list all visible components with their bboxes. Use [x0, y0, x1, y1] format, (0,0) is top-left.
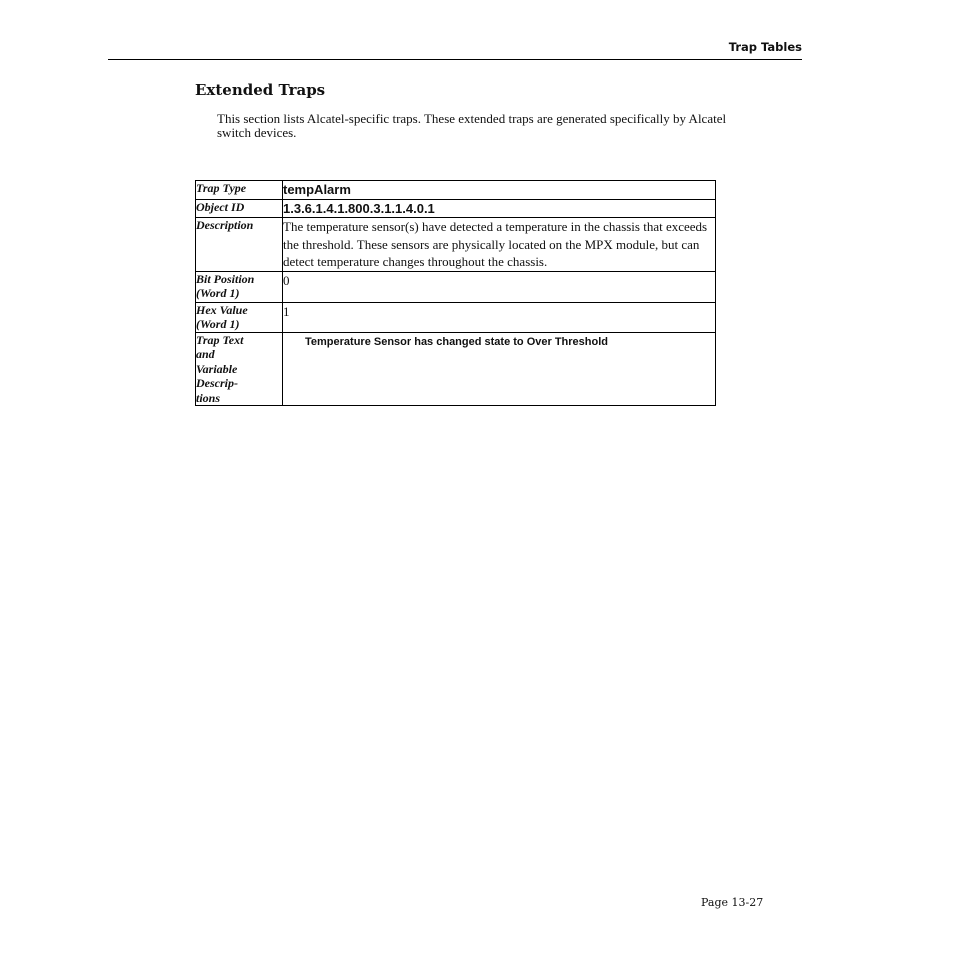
bit-position-value: 0: [283, 271, 716, 302]
trap-text-label-line: Descrip-: [196, 376, 238, 390]
bit-position-label-line1: Bit Position: [196, 271, 255, 286]
trap-text-label-line: Variable: [196, 361, 238, 376]
trap-type-value: tempAlarm: [283, 181, 716, 200]
trap-text-label-line: and: [196, 347, 215, 361]
hex-value-label-line1: Hex Value: [196, 302, 248, 317]
bit-position-label-line2: (Word 1): [196, 286, 240, 300]
trap-text-cell: [283, 332, 716, 406]
trap-text-row: [196, 332, 716, 406]
object-id-value: 1.3.6.1.4.1.800.3.1.1.4.0.1: [283, 199, 716, 218]
trap-type-row: [196, 181, 716, 200]
section-title: Extended Traps: [195, 81, 326, 99]
trap-text-label: [196, 332, 283, 406]
section-intro: This section lists Alcatel-specific traps. These extended traps are generated specifically by Alcatel switch devices.: [217, 111, 727, 140]
description-row: [196, 218, 716, 272]
trap-text-value: Temperature Sensor has changed state to Over Threshold: [305, 335, 608, 348]
running-header-title: Trap Tables: [728, 40, 802, 54]
hex-value-value: 1: [283, 302, 716, 332]
bit-position-row: [196, 271, 716, 302]
hex-value-row: [196, 302, 716, 332]
trap-type-label: Trap Type: [196, 181, 283, 200]
hex-value-label: [196, 302, 283, 332]
trap-text-label-line: tions: [196, 390, 221, 405]
trap-table: [195, 180, 716, 406]
trap-text-label-line: Trap Text: [196, 332, 244, 347]
description-label: Description: [196, 218, 283, 272]
description-value: The temperature sensor(s) have detected a temperature in the chassis that exceeds the threshold. These sensors are physically located on the MPX module, but can detect temperature changes throughout the chassis.: [283, 218, 716, 272]
hex-value-label-line2: (Word 1): [196, 317, 240, 331]
running-header: [108, 40, 802, 60]
object-id-label: Object ID: [196, 199, 283, 218]
object-id-row: [196, 199, 716, 218]
bit-position-label: [196, 271, 283, 302]
page-number: Page 13-27: [701, 896, 764, 909]
